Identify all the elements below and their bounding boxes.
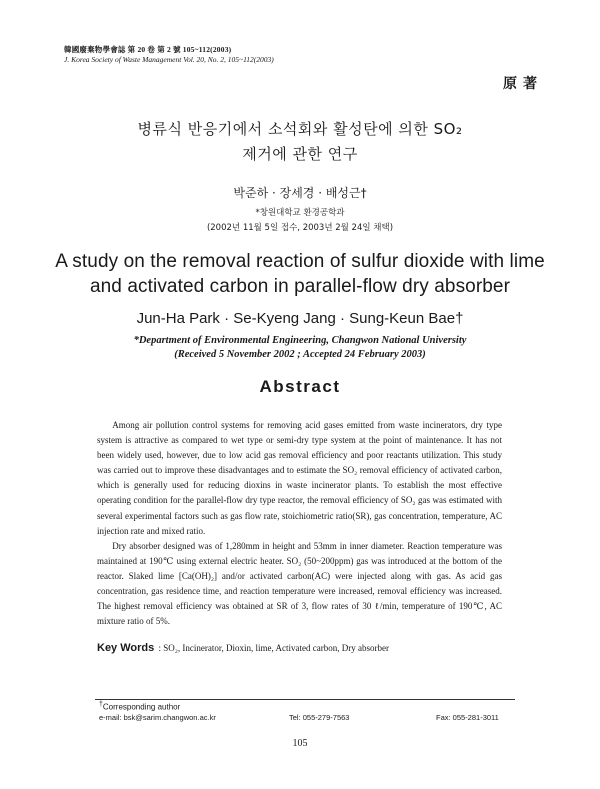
journal-header-english: J. Korea Society of Waste Management Vol. 20, No. 2, 105~112(2003) [64,55,274,64]
english-dates: (Received 5 November 2002 ; Accepted 24 February 2003) [174,349,426,360]
korean-authors: 박준하 · 장세경 · 배성근† [233,186,367,200]
korean-affiliation: *창원대학교 환경공학과 [255,208,345,218]
article-type-badge: 原著 [503,76,543,92]
abstract-body [97,418,502,629]
abstract-paragraph-1: Among air pollution control systems for removing acid gases emitted from waste incinerators, dry type system is attractive as compared to wet type or semi-dry type system at the point of maintenance. It has not been widely used, however, due to low acid gas removal efficiency and poor reactants utilization. This study was carried out to improve these disadvantages and to estimate the SO₂ removal efficiency of activated carbon, which is generally used for reducing dioxins in waste incinerator plants. To establish the most effective operating condition for the parallel-flow dry type reactor, the removal efficiency of SO₂ gas was estimated with several experimental factors such as gas flow rate, stoichiometric ratio(SR), gas concentration, temperature, AC injection rate and mixed ratio. [97,420,502,536]
page-number: 105 [292,738,308,749]
english-affiliation: *Department of Environmental Engineering, Changwon National University [133,335,467,346]
dagger-symbol: † [99,701,103,708]
korean-title-line2: 제거에 관한 연구 [242,145,358,163]
korean-dates: (2002년 11월 5일 접수, 2003년 2월 24일 채택) [206,223,394,233]
footnote-fax: Fax: 055-281-3011 [436,713,499,722]
english-title-line2: and activated carbon in parallel-flow dry absorber [89,276,511,297]
english-title-line1: A study on the removal reaction of sulfur dioxide with lime [55,251,545,272]
footnote-corresponding [99,701,180,712]
english-authors: Jun-Ha Park · Se-Kyeng Jang · Sung-Keun Bae† [136,310,464,327]
footnote-divider [95,699,515,700]
keywords [97,642,517,654]
footnote-tel: Tel: 055-279-7563 [289,713,350,722]
journal-header-korean: 韓國廢棄物學會誌 第 20 卷 第 2 號 105~112(2003) [64,45,232,54]
abstract-heading: Abstract [259,377,341,396]
footnote-email: e-mail: bsk@sarim.changwon.ac.kr [99,713,216,722]
corresponding-author-label: Corresponding author [102,702,181,712]
korean-title-line1: 병류식 반응기에서 소석회와 활성탄에 의한 SO₂ [137,120,463,138]
keywords-text: : SO₂, Incinerator, Dioxin, lime, Activated carbon, Dry absorber [158,643,389,653]
abstract-paragraph-2: Dry absorber designed was of 1,280mm in height and 53mm in inner diameter. Reaction temperature was maintained at 190℃ using external electric heater. SO₂ (50~200ppm) gas was introduced at the bottom of the reactor. Slaked lime [Ca(OH)₂] and/or activated carbon(AC) were injected along with gas. As acid gas concentration, gas residence time, and reaction temperature were increased, removal efficiency was increased. The highest removal efficiency was obtained at SR of 3, flow rates of 30 ℓ/min, temperature of 190℃, AC mixture ratio of 5%. [97,540,502,627]
keywords-label: Key Words [97,642,155,654]
